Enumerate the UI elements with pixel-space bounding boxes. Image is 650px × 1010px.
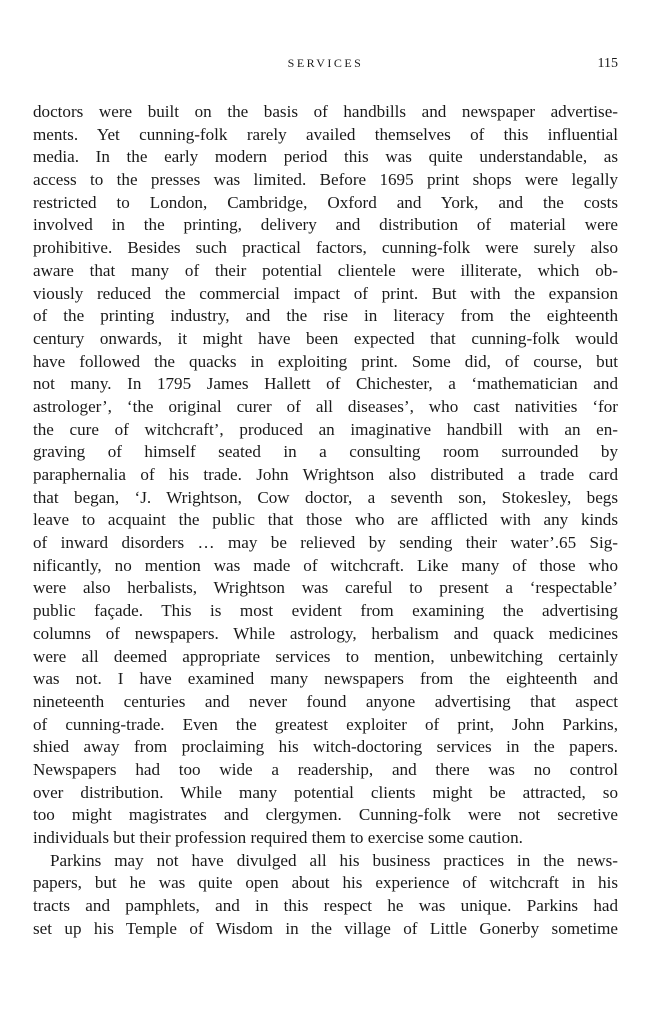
text-line: papers, but he was quite open about his experience of witchcraft in his bbox=[33, 873, 618, 893]
text-line: shied away from proclaiming his witch-doctoring services in the papers. bbox=[33, 737, 618, 757]
text-line: were also herbalists, Wrightson was careful to present a ‘respectable’ bbox=[33, 578, 618, 598]
text-line: over distribution. While many potential clients might be attracted, so bbox=[33, 782, 618, 802]
text-line: were all deemed appropriate services to mention, unbewitching certainly bbox=[33, 646, 618, 666]
page-number: 115 bbox=[597, 56, 618, 71]
text-line: doctors were built on the basis of handbills and newspaper advertise- bbox=[33, 102, 618, 121]
text-line: astrologer’, ‘the original curer of all diseases’, who cast nativities ‘for bbox=[33, 396, 618, 416]
text-line: graving of himself seated in a consulting room surrounded by bbox=[33, 442, 618, 462]
running-title: SERVICES bbox=[287, 56, 364, 70]
text-line: have followed the quacks in exploiting print. Some did, of course, but bbox=[33, 351, 618, 371]
text-line: restricted to London, Cambridge, Oxford and York, and the costs bbox=[33, 192, 618, 212]
text-line: viously reduced the commercial impact of print. But with the expansion bbox=[33, 283, 618, 303]
text-line: ments. Yet cunning-folk rarely availed themselves of this influential bbox=[33, 124, 618, 144]
text-line: too might magistrates and clergymen. Cunning-folk were not secretive bbox=[33, 805, 618, 825]
text-line: leave to acquaint the public that those who are afflicted with any kinds bbox=[33, 510, 618, 530]
text-line: paraphernalia of his trade. John Wrightson also distributed a trade card bbox=[33, 465, 618, 484]
text-line: Newspapers had too wide a readership, and there was no control bbox=[33, 759, 618, 779]
text-line: Parkins may not have divulged all his business practices in the news- bbox=[50, 850, 618, 870]
text-line: the cure of witchcraft’, produced an imaginative handbill with an en- bbox=[33, 419, 618, 439]
text-line: aware that many of their potential clientele were illiterate, which ob- bbox=[33, 260, 618, 280]
text-line: public façade. This is most evident from examining the advertising bbox=[33, 601, 618, 621]
text-line: of inward disorders … may be relieved by sending their water’.65 Sig- bbox=[33, 533, 618, 553]
text-line: nineteenth centuries and never found anyone advertising that aspect bbox=[33, 691, 618, 711]
text-line: access to the presses was limited. Before 1695 print shops were legally bbox=[33, 170, 618, 190]
text-line: tracts and pamphlets, and in this respect he was unique. Parkins had bbox=[33, 896, 618, 916]
text-line: nificantly, no mention was made of witchcraft. Like many of those who bbox=[33, 555, 618, 575]
text-line: was not. I have examined many newspapers from the eighteenth and bbox=[33, 669, 618, 689]
text-line: involved in the printing, delivery and distribution of material were bbox=[33, 215, 618, 235]
running-head bbox=[33, 56, 618, 76]
text-line: prohibitive. Besides such practical factors, cunning-folk were surely also bbox=[33, 238, 618, 258]
text-line: individuals but their profession required them to exercise some caution. bbox=[33, 828, 523, 847]
text-line: columns of newspapers. While astrology, herbalism and quack medicines bbox=[33, 623, 618, 643]
text-line: of the printing industry, and the rise in literacy from the eighteenth bbox=[33, 306, 618, 326]
text-line: not many. In 1795 James Hallett of Chichester, a ‘mathematician and bbox=[33, 374, 618, 394]
text-line: set up his Temple of Wisdom in the village of Little Gonerby sometime bbox=[33, 918, 618, 938]
text-line: of cunning-trade. Even the greatest exploiter of print, John Parkins, bbox=[33, 714, 618, 734]
text-line: media. In the early modern period this was quite understandable, as bbox=[33, 147, 618, 167]
body-text bbox=[33, 101, 618, 940]
text-line: that began, ‘J. Wrightson, Cow doctor, a seventh son, Stokesley, begs bbox=[33, 487, 618, 507]
text-line: century onwards, it might have been expected that cunning-folk would bbox=[33, 328, 618, 348]
